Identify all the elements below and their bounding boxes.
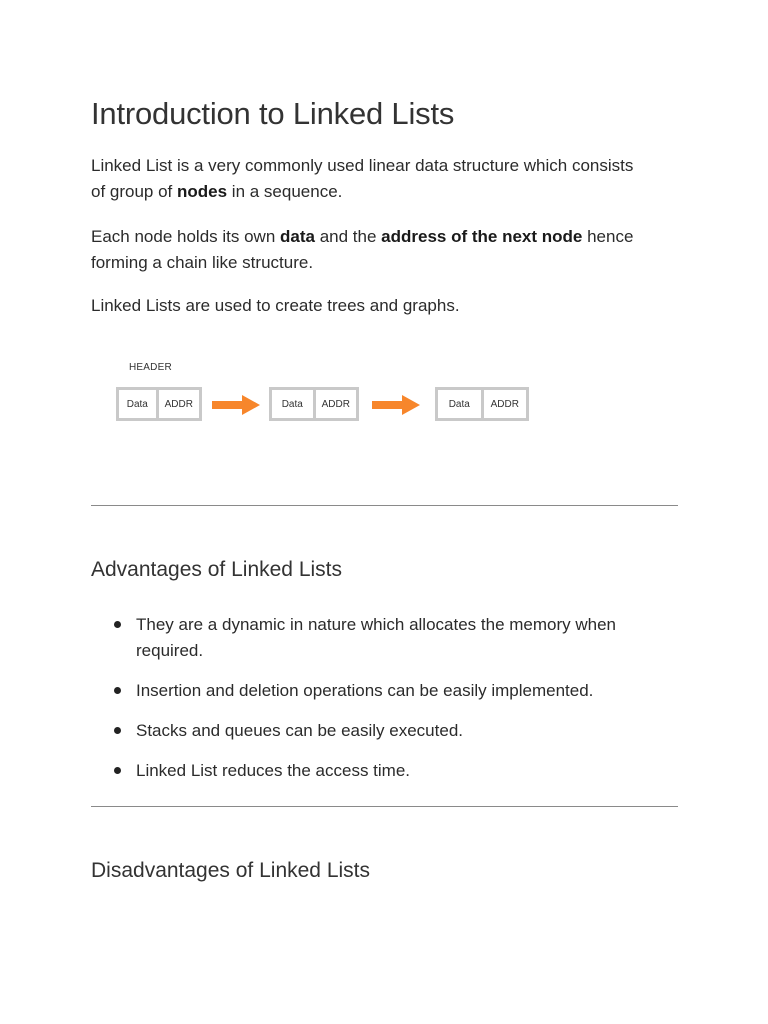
diagram-header-label: HEADER xyxy=(129,362,172,373)
section-divider xyxy=(91,505,678,506)
arrow-right-icon xyxy=(372,395,420,415)
intro-paragraph-2 xyxy=(91,224,651,276)
advantages-heading: Advantages of Linked Lists xyxy=(91,558,342,581)
node-addr-cell: ADDR xyxy=(490,398,519,410)
page-title: Introduction to Linked Lists xyxy=(91,96,455,131)
advantages-list xyxy=(91,612,671,798)
list-item xyxy=(91,678,671,704)
node-data-cell: Data xyxy=(119,390,159,418)
intro-p2-text-after: hence forming a chain like structure. xyxy=(91,227,634,272)
list-item-text: Insertion and deletion operations can be easily implemented. xyxy=(136,681,594,700)
list-item xyxy=(91,758,671,784)
node-addr-cell: ADDR xyxy=(164,398,193,410)
bullet-icon xyxy=(114,727,121,734)
arrow-right-icon xyxy=(212,395,260,415)
section-divider xyxy=(91,806,678,807)
list-item xyxy=(91,612,671,664)
list-item-text: Linked List reduces the access time. xyxy=(136,761,411,780)
bullet-icon xyxy=(114,621,121,628)
intro-p1-bold-nodes: nodes xyxy=(177,182,228,201)
intro-p1-text-before: Linked List is a very commonly used linear data structure which consists of group of xyxy=(91,156,634,201)
node-data-cell: Data xyxy=(438,390,484,418)
intro-p2-text-before: Each node holds its own xyxy=(91,227,281,246)
list-item xyxy=(91,718,671,744)
intro-p2-text-mid: and the xyxy=(314,227,382,246)
diagram-node-3 xyxy=(435,387,529,421)
list-item-text: They are a dynamic in nature which allocates the memory when required. xyxy=(136,615,617,660)
node-data-cell: Data xyxy=(272,390,316,418)
diagram-node-1 xyxy=(116,387,202,421)
intro-paragraph-1 xyxy=(91,153,651,205)
intro-paragraph-3: Linked Lists are used to create trees and graphs. xyxy=(91,296,460,315)
diagram-node-2 xyxy=(269,387,359,421)
intro-p2-bold-data: data xyxy=(280,227,315,246)
node-addr-cell: ADDR xyxy=(321,398,350,410)
linked-list-diagram xyxy=(115,362,535,432)
bullet-icon xyxy=(114,767,121,774)
list-item-text: Stacks and queues can be easily executed. xyxy=(136,721,463,740)
intro-p1-text-after: in a sequence. xyxy=(227,182,343,201)
bullet-icon xyxy=(114,687,121,694)
disadvantages-heading: Disadvantages of Linked Lists xyxy=(91,859,370,882)
intro-p2-bold-address: address of the next node xyxy=(381,227,583,246)
